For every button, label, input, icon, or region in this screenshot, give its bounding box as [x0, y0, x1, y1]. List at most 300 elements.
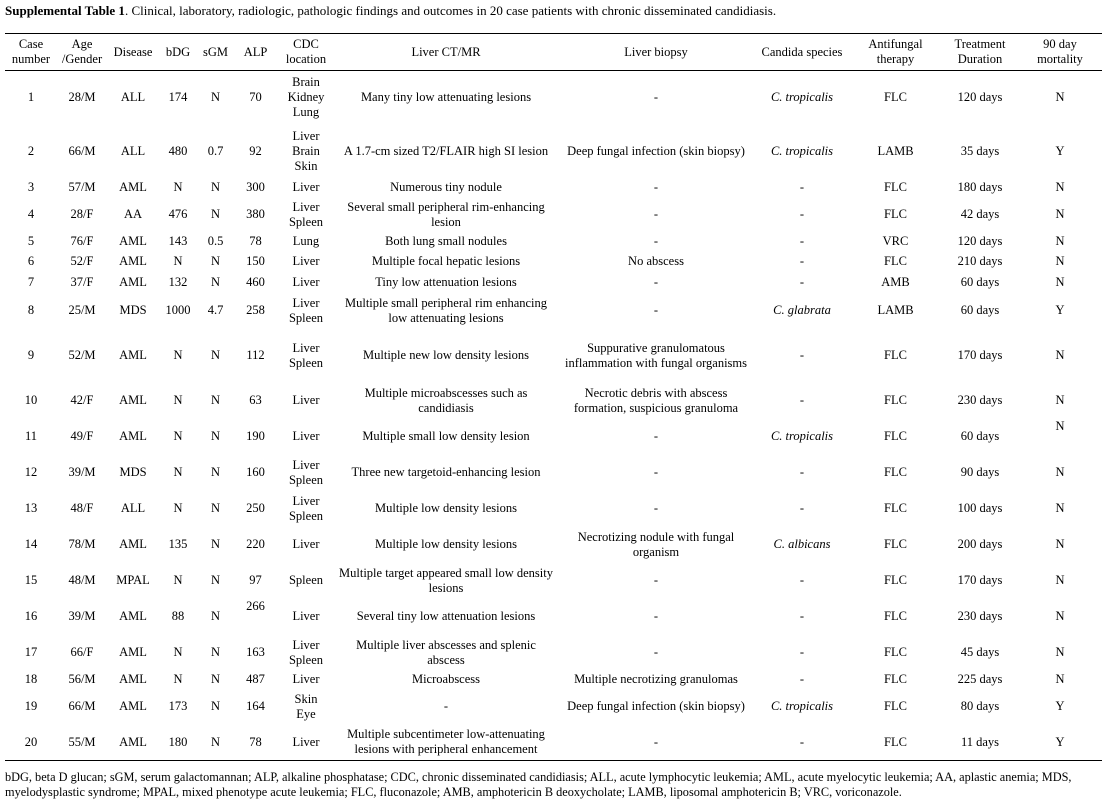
table-row	[5, 233, 1102, 251]
cell-alp: 78	[249, 234, 262, 248]
table-row	[5, 251, 1102, 272]
cell-sgm: N	[210, 609, 221, 623]
cell-treatment-duration: 170 days	[957, 573, 1003, 587]
cell-mortality: N	[1055, 418, 1065, 433]
table-row	[5, 329, 1102, 383]
cell-age-gender: 39/M	[68, 465, 96, 479]
cell-mortality: Y	[1055, 699, 1065, 713]
col-header-antifungal-therapy: Antifungal therapy	[849, 34, 942, 71]
cell-age-gender: 39/M	[68, 609, 96, 623]
cell-alp: 460	[246, 274, 265, 289]
cell-liver-ct: Three new targetoid-enhancing lesion	[351, 465, 541, 479]
cell-cdc-location	[277, 197, 335, 233]
cell-bdg: 476	[168, 207, 188, 221]
cell-bdg: 173	[168, 699, 188, 713]
cell-liver-biopsy: Deep fungal infection (skin biopsy)	[567, 144, 745, 158]
cdc-site: Spleen	[288, 652, 324, 667]
cell-alp: 164	[246, 699, 265, 713]
cell-cdc-location	[277, 563, 335, 599]
cell-liver-biopsy: -	[653, 274, 659, 289]
cell-liver-biopsy: -	[653, 609, 659, 623]
cell-mortality: Y	[1055, 303, 1065, 317]
cell-age-gender: 52/F	[70, 253, 94, 268]
cell-cdc-location	[277, 671, 335, 689]
cell-sgm: 0.5	[207, 234, 224, 248]
cell-age-gender: 48/F	[70, 501, 94, 515]
cell-candida-species: -	[799, 645, 805, 659]
cell-cdc-location	[277, 125, 335, 179]
cell-treatment-duration: 210 days	[957, 253, 1003, 268]
cell-liver-ct: Multiple small low density lesion	[362, 429, 530, 443]
cell-sgm: N	[210, 253, 221, 268]
cell-age-gender: 48/M	[68, 573, 96, 587]
cell-mortality: N	[1055, 234, 1065, 248]
cell-case: 16	[24, 609, 38, 623]
cell-antifungal-therapy: FLC	[884, 645, 907, 659]
cell-candida-species: -	[799, 180, 805, 194]
cell-alp: 190	[246, 429, 265, 443]
cell-age-gender: 56/M	[68, 672, 96, 686]
cell-liver-ct: Multiple subcentimeter low-attenuating lesions with peripheral enhancement	[335, 725, 557, 761]
cdc-site: Liver	[292, 199, 320, 214]
cell-candida-species: C. albicans	[773, 537, 831, 551]
cell-liver-biopsy: -	[653, 573, 659, 587]
cell-disease: MDS	[119, 303, 147, 317]
col-header-liver-ct: Liver CT/MR	[335, 34, 557, 71]
cdc-site: Liver	[292, 253, 320, 268]
cell-cdc-location	[277, 725, 335, 761]
col-header-case: Case number	[5, 34, 57, 71]
cell-antifungal-therapy: FLC	[884, 90, 907, 105]
cell-alp: 300	[246, 180, 265, 194]
cell-candida-species: -	[799, 393, 805, 407]
cell-bdg: 1000	[165, 303, 191, 317]
cell-antifungal-therapy: FLC	[884, 501, 907, 515]
cell-treatment-duration: 200 days	[957, 537, 1003, 551]
cell-cdc-location	[277, 251, 335, 272]
cell-liver-ct: Numerous tiny nodule	[390, 180, 502, 194]
cell-mortality: N	[1055, 90, 1065, 105]
cell-mortality: N	[1055, 672, 1065, 686]
cdc-site: Liver	[292, 295, 320, 310]
cell-disease: AML	[119, 253, 147, 268]
cdc-site: Skin	[294, 691, 318, 706]
cell-treatment-duration: 11 days	[942, 725, 1018, 761]
cell-disease: AML	[119, 609, 147, 623]
cell-antifungal-therapy: LAMB	[877, 303, 914, 317]
cdc-site: Liver	[292, 393, 320, 407]
cell-cdc-location	[277, 179, 335, 197]
cell-age-gender: 66/F	[70, 645, 94, 659]
cell-liver-ct: Multiple target appeared small low density lesions	[339, 565, 553, 595]
cell-case: 10	[24, 393, 38, 407]
cell-treatment-duration: 80 days	[960, 699, 1000, 713]
cell-cdc-location	[277, 491, 335, 527]
cdc-site: Liver	[292, 609, 320, 623]
table-row	[5, 197, 1102, 233]
cell-treatment-duration: 170 days	[957, 348, 1003, 362]
cell-sgm: N	[197, 725, 234, 761]
cell-alp: 63	[249, 393, 262, 407]
col-header-cdc-location: CDC location	[277, 34, 335, 71]
cell-treatment-duration: 60 days	[960, 303, 1000, 317]
cell-liver-biopsy: Deep fungal infection (skin biopsy)	[567, 699, 745, 713]
cell-cdc-location	[277, 527, 335, 563]
cell-mortality: N	[1055, 573, 1065, 587]
cell-age-gender: 57/M	[68, 180, 96, 194]
cdc-site: Brain	[292, 144, 320, 158]
cell-age-gender: 55/M	[57, 725, 107, 761]
cell-liver-ct: Multiple small peripheral rim enhancing low attenuating lesions	[344, 295, 548, 325]
cell-bdg: 174	[168, 90, 188, 105]
cell-antifungal-therapy: FLC	[849, 725, 942, 761]
cell-treatment-duration: 120 days	[957, 234, 1003, 248]
cell-liver-ct: Many tiny low attenuating lesions	[360, 90, 532, 105]
cell-cdc-location	[277, 455, 335, 491]
table-row	[5, 125, 1102, 179]
cdc-site: Spleen	[288, 472, 324, 487]
table-row	[5, 635, 1102, 671]
cell-sgm: N	[210, 573, 221, 587]
cell-bdg: 132	[168, 274, 188, 289]
cell-case: 1	[27, 90, 35, 105]
cell-antifungal-therapy: LAMB	[877, 144, 914, 158]
cell-liver-ct: Multiple microabscesses such as candidiasis	[364, 385, 528, 415]
cdc-site: Liver	[292, 637, 320, 652]
cell-candida-species: -	[799, 609, 805, 623]
cell-candida-species: -	[799, 348, 805, 362]
cell-case: 2	[27, 144, 35, 158]
cell-bdg: 88	[171, 609, 185, 623]
table-row	[5, 491, 1102, 527]
cell-liver-biopsy: -	[557, 725, 755, 761]
cell-mortality: N	[1055, 207, 1065, 221]
cell-disease: AML	[119, 234, 147, 248]
cell-bdg: N	[173, 645, 183, 659]
cell-mortality: Y	[1055, 144, 1065, 158]
cell-mortality: N	[1055, 501, 1065, 515]
table-caption	[5, 3, 1102, 19]
cell-antifungal-therapy: AMB	[881, 274, 910, 289]
cell-mortality: N	[1055, 253, 1065, 268]
col-header-liver-biopsy: Liver biopsy	[557, 34, 755, 71]
table-row	[5, 689, 1102, 725]
cell-alp: 97	[249, 573, 262, 587]
cell-mortality: N	[1055, 393, 1065, 407]
cdc-site: Lung	[292, 234, 320, 248]
cell-sgm: N	[210, 537, 221, 551]
cell-case: 17	[24, 645, 38, 659]
cell-case: 12	[24, 465, 38, 479]
cell-treatment-duration: 42 days	[960, 207, 1000, 221]
cell-bdg: N	[173, 465, 183, 479]
cell-candida-species: C. glabrata	[773, 303, 831, 317]
cdc-site: Liver	[292, 274, 320, 289]
cell-alp: 150	[246, 253, 265, 268]
col-header-candida-species: Candida species	[755, 34, 849, 71]
cell-cdc-location	[277, 419, 335, 455]
cell-sgm: N	[210, 274, 221, 289]
cell-case: 6	[27, 253, 35, 268]
cell-sgm: N	[210, 348, 221, 362]
col-header-disease: Disease	[107, 34, 159, 71]
cell-candida-species: C. tropicalis	[770, 699, 834, 713]
cell-case: 3	[27, 180, 35, 194]
cell-bdg: 180	[159, 725, 197, 761]
col-header-alp: ALP	[234, 34, 277, 71]
table-row	[5, 455, 1102, 491]
cell-treatment-duration: 230 days	[957, 609, 1003, 623]
cell-candida-species: C. tropicalis	[770, 144, 834, 158]
cell-age-gender: 28/F	[70, 207, 94, 221]
cell-sgm: N	[210, 672, 221, 686]
cell-sgm: N	[210, 393, 221, 407]
cell-disease: AML	[119, 393, 147, 407]
cell-antifungal-therapy: FLC	[884, 348, 907, 362]
cell-antifungal-therapy: FLC	[884, 699, 907, 713]
cell-age-gender: 49/F	[70, 429, 94, 443]
cell-disease: AML	[119, 180, 147, 194]
cdc-site: Lung	[292, 105, 320, 120]
cell-cdc-location	[277, 233, 335, 251]
cell-treatment-duration: 60 days	[960, 429, 1000, 443]
cdc-site: Skin	[294, 159, 318, 173]
cell-alp: 220	[246, 537, 265, 551]
cell-disease: MDS	[119, 465, 147, 479]
cell-liver-ct: Several tiny low attenuation lesions	[356, 609, 536, 623]
cell-disease: AML	[119, 348, 147, 362]
cell-case: 8	[27, 303, 35, 317]
cell-liver-ct: Multiple low density lesions	[374, 537, 517, 551]
col-header-bdg: bDG	[159, 34, 197, 71]
cdc-site: Liver	[292, 129, 320, 143]
cell-candida-species: -	[799, 501, 805, 515]
cell-liver-biopsy: -	[653, 234, 659, 248]
cell-liver-biopsy: Multiple necrotizing granulomas	[574, 672, 738, 686]
cell-treatment-duration: 230 days	[957, 393, 1003, 407]
cell-disease: AML	[119, 274, 147, 289]
cell-sgm: N	[210, 90, 221, 105]
cell-liver-biopsy: -	[653, 303, 659, 317]
cell-liver-ct: Multiple liver abscesses and splenic abscess	[356, 637, 536, 667]
cell-antifungal-therapy: FLC	[884, 609, 907, 623]
cell-case: 14	[24, 537, 38, 551]
cell-age-gender: 28/M	[68, 90, 96, 105]
table-footnote: bDG, beta D glucan; sGM, serum galactomannan; ALP, alkaline phosphatase; CDC, chronic disseminated candidiasis; ALL, acute lymphocytic leukemia; AML, acute myelocytic leukemia; AA, aplastic anemia; MDS, myelodysplastic syndrome; MPAL, mixed phenotype acute leukemia; FLC, fluconazole; AMB, amphotericin B deoxycholate; LAMB, liposomal amphotericin B; VRC, voriconazole.	[5, 770, 1072, 800]
cell-sgm: N	[210, 645, 221, 659]
cell-cdc-location	[277, 635, 335, 671]
cell-liver-ct: A 1.7-cm sized T2/FLAIR high SI lesion	[343, 144, 549, 158]
cell-candida-species: C. tropicalis	[770, 90, 834, 105]
cdc-site: Liver	[292, 537, 320, 551]
cell-liver-ct: Multiple low density lesions	[374, 501, 517, 515]
cell-case: 4	[27, 207, 35, 221]
cell-cdc-location	[277, 689, 335, 725]
cell-candida-species: -	[799, 672, 805, 686]
cell-antifungal-therapy: FLC	[884, 573, 907, 587]
cdc-site: Liver	[292, 734, 320, 749]
cell-alp: 92	[249, 144, 262, 158]
cdc-site: Liver	[292, 493, 320, 508]
table-row	[5, 527, 1102, 563]
cell-bdg: N	[173, 393, 183, 407]
cell-age-gender: 42/F	[70, 393, 94, 407]
cell-treatment-duration: 100 days	[957, 501, 1003, 515]
cell-liver-biopsy: -	[653, 429, 659, 443]
cell-antifungal-therapy: FLC	[884, 393, 907, 407]
cell-age-gender: 52/M	[68, 348, 96, 362]
cell-liver-ct: Microabscess	[411, 672, 481, 686]
table-row	[5, 671, 1102, 689]
cdc-site: Liver	[292, 429, 320, 443]
cdc-site: Liver	[292, 340, 320, 355]
cell-bdg: N	[173, 501, 183, 515]
cell-liver-ct: -	[443, 699, 449, 713]
table-row	[5, 419, 1102, 455]
table-row	[5, 272, 1102, 293]
cell-mortality: N	[1055, 274, 1065, 289]
cell-alp: 78	[234, 725, 277, 761]
cell-treatment-duration: 90 days	[960, 465, 1000, 479]
cell-sgm: N	[210, 465, 221, 479]
cell-antifungal-therapy: FLC	[884, 253, 907, 268]
cdc-site: Liver	[292, 672, 320, 686]
cell-age-gender: 25/M	[68, 303, 96, 317]
cdc-site: Liver	[292, 457, 320, 472]
cell-antifungal-therapy: FLC	[884, 537, 907, 551]
table-row	[5, 725, 1102, 761]
cell-liver-ct: Both lung small nodules	[385, 234, 507, 248]
cell-candida-species: C. tropicalis	[770, 429, 834, 443]
cdc-site: Kidney	[287, 90, 325, 105]
cell-liver-ct: Several small peripheral rim-enhancing lesion	[347, 199, 545, 229]
cell-disease: AA	[123, 207, 143, 221]
cell-candida-species: -	[799, 234, 805, 248]
caption-text: . Clinical, laboratory, radiologic, pathologic findings and outcomes in 20 case patients with chronic disseminated candidiasis.	[124, 3, 777, 18]
cell-liver-biopsy: -	[653, 645, 659, 659]
cell-mortality: N	[1055, 348, 1065, 362]
cell-antifungal-therapy: FLC	[884, 672, 907, 686]
cell-case: 20	[5, 725, 57, 761]
cdc-site: Eye	[296, 706, 316, 721]
cell-cdc-location	[277, 383, 335, 419]
cell-liver-biopsy: -	[653, 501, 659, 515]
cell-disease: ALL	[120, 144, 146, 158]
cell-age-gender: 37/F	[70, 274, 94, 289]
table-row	[5, 599, 1102, 635]
cell-alp: 160	[246, 465, 265, 479]
cell-liver-biopsy: -	[653, 207, 659, 221]
cell-alp: 258	[246, 303, 265, 317]
table-row	[5, 293, 1102, 329]
caption-label: Supplemental Table 1	[5, 3, 125, 18]
cell-cdc-location	[277, 293, 335, 329]
cell-cdc-location	[277, 599, 335, 635]
cell-bdg: N	[173, 573, 183, 587]
cell-alp: 380	[246, 207, 265, 221]
cell-age-gender: 66/M	[68, 699, 96, 713]
cell-case: 7	[27, 274, 35, 289]
cell-case: 15	[24, 573, 38, 587]
table-row	[5, 563, 1102, 599]
cell-treatment-duration: 45 days	[960, 645, 1000, 659]
cell-mortality: N	[1055, 180, 1065, 194]
table-body	[5, 71, 1102, 761]
cell-treatment-duration: 120 days	[957, 90, 1003, 105]
cell-sgm: N	[210, 699, 221, 713]
cell-alp: 266	[246, 598, 265, 613]
table-row	[5, 179, 1102, 197]
cell-disease: AML	[119, 699, 147, 713]
cell-treatment-duration: 60 days	[960, 274, 1000, 289]
header-row	[5, 34, 1102, 71]
cell-sgm: N	[210, 429, 221, 443]
cell-cdc-location	[277, 272, 335, 293]
cell-disease: AML	[119, 537, 147, 551]
cell-cdc-location	[277, 71, 335, 125]
cell-liver-biopsy: -	[653, 465, 659, 479]
cell-liver-ct: Tiny low attenuation lesions	[375, 274, 517, 289]
cell-bdg: N	[173, 180, 183, 194]
cell-disease: AML	[119, 429, 147, 443]
cell-candida-species: -	[799, 207, 805, 221]
cell-liver-biopsy: No abscess	[628, 253, 684, 268]
col-header-age: Age /Gender	[57, 34, 107, 71]
cell-liver-biopsy: Suppurative granulomatous inflammation with fungal organisms	[564, 340, 748, 370]
cell-mortality: N	[1055, 537, 1065, 551]
cell-age-gender: 66/M	[68, 144, 96, 158]
cdc-site: Spleen	[288, 214, 324, 229]
cell-case: 9	[27, 348, 35, 362]
cdc-site: Spleen	[288, 573, 324, 587]
cell-liver-biopsy: -	[653, 180, 659, 194]
col-header-mortality: 90 day mortality	[1018, 34, 1102, 71]
cell-treatment-duration: 35 days	[960, 144, 1000, 158]
cell-antifungal-therapy: FLC	[884, 465, 907, 479]
cell-liver-biopsy: -	[653, 90, 659, 105]
cell-candida-species: -	[799, 573, 805, 587]
cell-mortality: Y	[1018, 725, 1102, 761]
cell-disease: AML	[119, 645, 147, 659]
cell-sgm: N	[210, 501, 221, 515]
cell-bdg: N	[173, 348, 183, 362]
cell-bdg: 135	[168, 537, 188, 551]
cell-sgm: 4.7	[207, 303, 224, 317]
cell-candida-species: -	[799, 465, 805, 479]
cdc-site: Spleen	[288, 310, 324, 325]
cell-mortality: N	[1055, 609, 1065, 623]
cell-age-gender: 78/M	[68, 537, 96, 551]
cell-case: 18	[24, 672, 38, 686]
cdc-site: Liver	[292, 180, 320, 194]
cell-antifungal-therapy: FLC	[884, 207, 907, 221]
cell-disease: ALL	[120, 90, 146, 105]
cell-case: 11	[24, 429, 38, 443]
cell-sgm: N	[210, 180, 221, 194]
cell-disease: ALL	[120, 501, 146, 515]
col-header-sgm: sGM	[197, 34, 234, 71]
cell-sgm: N	[210, 207, 221, 221]
cell-bdg: 143	[168, 234, 188, 248]
cell-liver-ct: Multiple focal hepatic lesions	[371, 253, 521, 268]
cell-age-gender: 76/F	[70, 234, 94, 248]
cell-liver-biopsy: Necrotic debris with abscess formation, suspicious granuloma	[573, 385, 739, 415]
cell-alp: 250	[246, 501, 265, 515]
cell-case: 13	[24, 501, 38, 515]
cell-mortality: N	[1055, 465, 1065, 479]
cell-liver-ct: Multiple new low density lesions	[363, 348, 529, 362]
cell-sgm: 0.7	[207, 144, 224, 158]
